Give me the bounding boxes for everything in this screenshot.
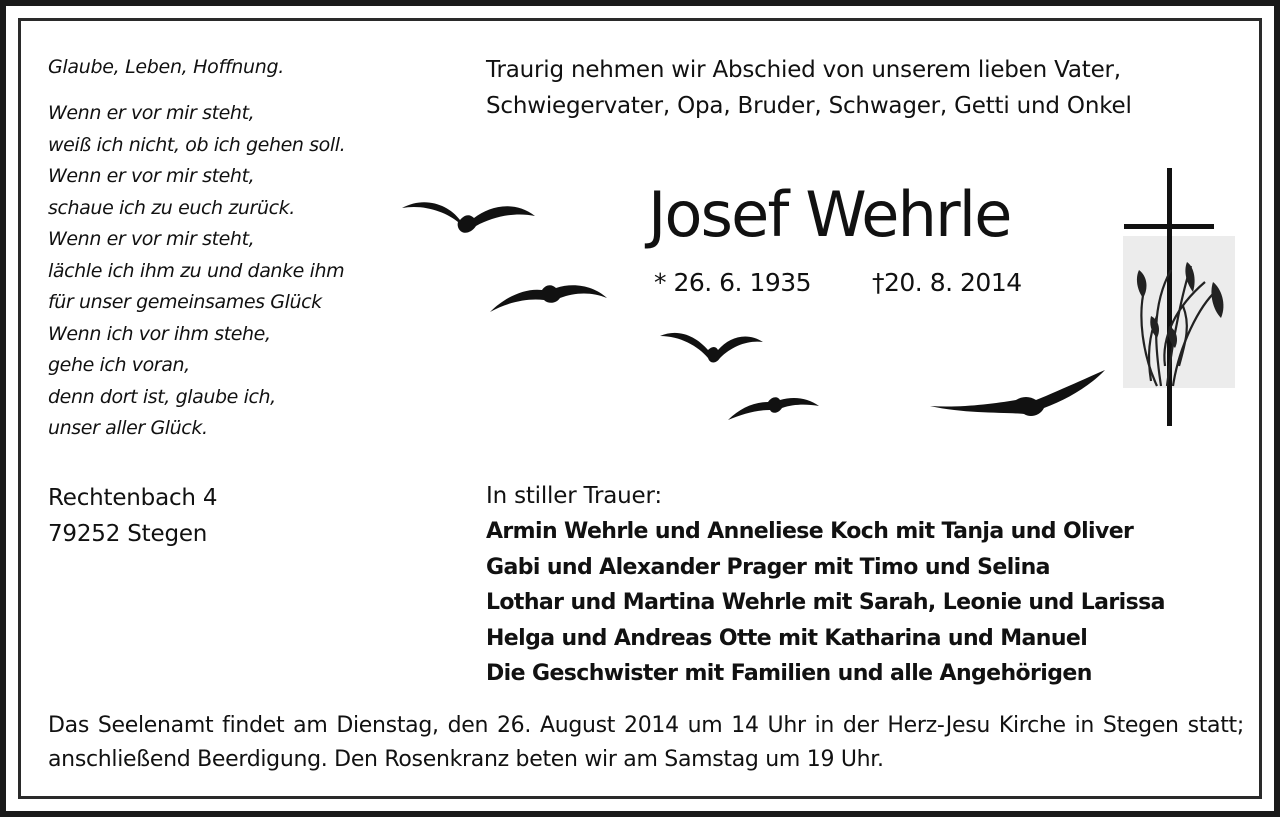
mourner-line: Armin Wehrle und Anneliese Koch mit Tanja und Oliver	[486, 519, 1134, 544]
poem-line: schaue ich zu euch zurück.	[48, 196, 295, 219]
intro-line: Schwiegervater, Opa, Bruder, Schwager, Getti und Onkel	[486, 93, 1132, 119]
poem-line: für unser gemeinsames Glück	[48, 291, 322, 313]
mourner-line: Gabi und Alexander Prager mit Timo und Selina	[486, 554, 1050, 580]
cross-with-grass-icon	[1121, 166, 1237, 428]
address	[48, 480, 217, 552]
death-date: †20. 8. 2014	[872, 268, 1022, 297]
poem-line: unser aller Glück.	[48, 417, 208, 439]
bird-silhouette-icon	[660, 328, 764, 368]
poem-line: lächle ich ihm zu und danke ihm	[48, 259, 345, 282]
poem-line: Wenn er vor mir steht,	[48, 228, 255, 250]
poem-line: Wenn ich vor ihm stehe,	[48, 322, 271, 345]
mourner-line: Helga und Andreas Otte mit Katharina und Manuel	[486, 625, 1088, 651]
bird-silhouette-icon	[728, 392, 820, 424]
birth-date: * 26. 6. 1935	[654, 268, 812, 297]
poem-title: Glaube, Leben, Hoffnung.	[48, 56, 284, 78]
mourner-line: Lothar und Martina Wehrle mit Sarah, Leonie und Larissa	[486, 590, 1165, 615]
poem-line: denn dort ist, glaube ich,	[48, 385, 276, 408]
bird-silhouette-icon	[930, 368, 1106, 420]
poem-line: Wenn er vor mir steht,	[48, 165, 255, 187]
address-city: 79252 Stegen	[48, 521, 208, 547]
intro-line: Traurig nehmen wir Abschied von unserem lieben Vater,	[486, 57, 1121, 83]
mourners-label: In stiller Trauer:	[486, 483, 662, 509]
address-street: Rechtenbach 4	[48, 485, 218, 511]
poem-line: weiß ich nicht, ob ich gehen soll.	[48, 133, 346, 156]
poem-line: Wenn er vor mir steht,	[48, 102, 255, 124]
bird-silhouette-icon	[490, 278, 608, 318]
bird-silhouette-icon	[402, 196, 536, 244]
mourner-line: Die Geschwister mit Familien und alle Angehörigen	[486, 661, 1092, 686]
deceased-name: Josef Wehrle	[648, 178, 1011, 251]
poem	[48, 98, 345, 445]
service-notice: Das Seelenamt findet am Dienstag, den 26. August 2014 um 14 Uhr in der Herz-Jesu Kirche in Stegen statt; anschließend Beerdigung. Den Rosenkranz beten wir am Samstag um 19 Uhr.	[48, 713, 1244, 772]
intro-text	[486, 52, 1246, 124]
poem-line: gehe ich voran,	[48, 354, 190, 376]
mourners-list	[486, 514, 1165, 692]
